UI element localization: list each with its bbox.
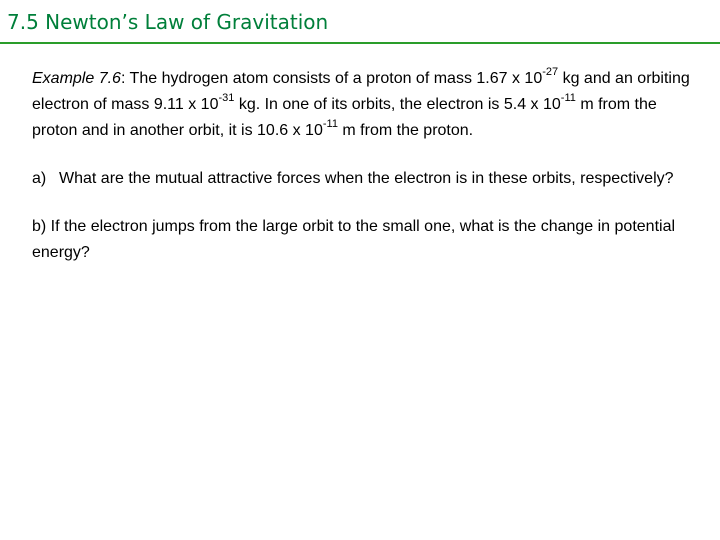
example-paragraph xyxy=(32,66,696,144)
slide-title: 7.5 Newton’s Law of Gravitation xyxy=(7,10,329,34)
example-text-part-3: kg. In one of its orbits, the electron is 5.4 x 10 xyxy=(234,96,561,113)
example-text-part-4: m from the proton and in another orbit, it is 10.6 x 10 xyxy=(32,96,657,139)
large-orbit-exponent: -11 xyxy=(322,117,338,130)
example-text-part-2: kg and an orbiting electron of mass 9.11 x 10 xyxy=(32,70,690,113)
small-orbit-exponent: -11 xyxy=(560,91,576,104)
title-underline xyxy=(0,42,720,44)
example-text-part-1: The hydrogen atom consists of a proton of mass 1.67 x 10 xyxy=(129,70,543,87)
slide-header xyxy=(0,0,720,42)
example-label: Example 7.6 xyxy=(32,70,121,87)
proton-mass-exponent: -27 xyxy=(542,65,559,78)
slide-body xyxy=(32,66,704,266)
question-a-text: What are the mutual attractive forces when the electron is in these orbits, respectively? xyxy=(59,170,674,187)
example-text-part-5: m from the proton. xyxy=(337,122,474,139)
question-a-letter: a) xyxy=(32,170,47,187)
electron-mass-exponent: -31 xyxy=(218,91,235,104)
question-b: b) If the electron jumps from the large orbit to the small one, what is the change in potential energy? xyxy=(32,218,676,261)
question-a xyxy=(32,166,704,192)
example-colon: : xyxy=(120,70,130,87)
